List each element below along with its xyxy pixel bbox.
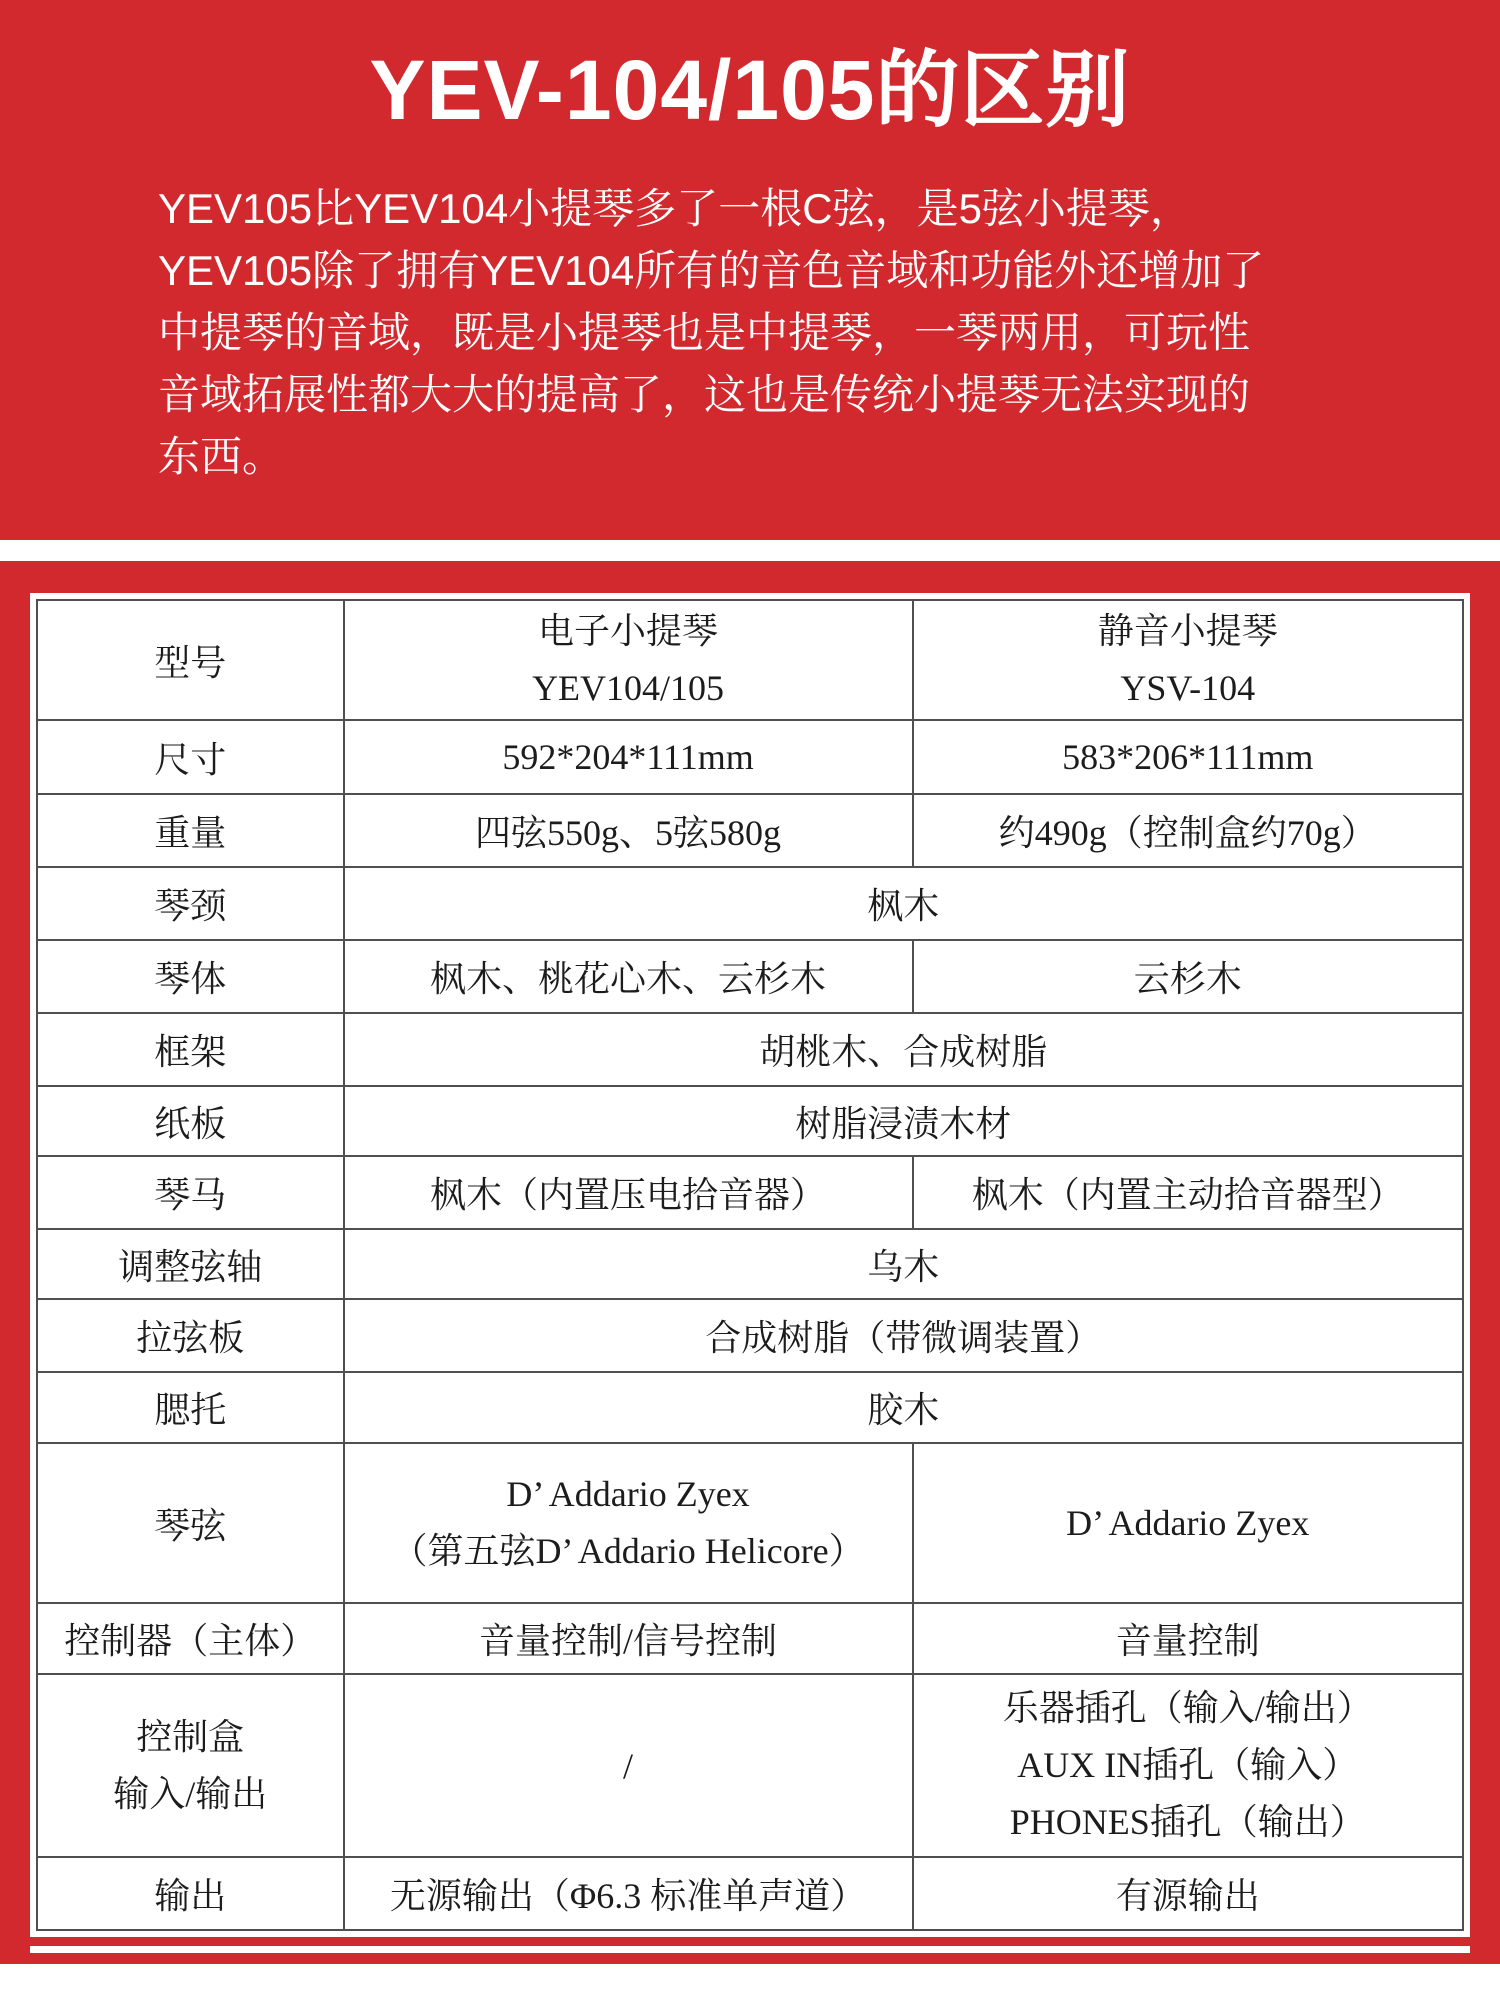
row-label: 腮托 <box>37 1372 344 1443</box>
row-label: 型号 <box>37 600 344 720</box>
row-label: 琴颈 <box>37 867 344 940</box>
product-name-ysv: 静音小提琴 <box>1097 611 1278 651</box>
cell-pegs-shared: 乌木 <box>344 1229 1463 1299</box>
product-code-ysv: YSV-104 <box>1120 668 1256 708</box>
cell-yev-weight: 四弦550g、5弦580g <box>344 794 913 867</box>
product-name-yev: 电子小提琴 <box>538 611 719 651</box>
cell-ysv-body: 云杉木 <box>913 940 1463 1013</box>
intro-line-5: 东西。 <box>158 433 285 480</box>
cell-yev-controller: 音量控制/信号控制 <box>344 1603 913 1674</box>
strings-line-1: D’ Addario Zyex <box>506 1474 750 1514</box>
row-label: 重量 <box>37 794 344 867</box>
row-body <box>37 940 1463 1013</box>
row-weight <box>37 794 1463 867</box>
row-label: 输出 <box>37 1857 344 1930</box>
jack-line-1: 乐器插孔（输入/输出） <box>1002 1688 1373 1728</box>
cell-yev-size: 592*204*111mm <box>344 720 913 794</box>
hero-section <box>0 0 1500 540</box>
intro-line-1: YEV105比YEV104小提琴多了一根C弦，是5弦小提琴， <box>158 185 1192 232</box>
row-label: 琴体 <box>37 940 344 1013</box>
bottom-rule <box>30 1946 1470 1953</box>
row-model <box>37 600 1463 720</box>
row-label <box>37 1674 344 1857</box>
control-box-label-line-1: 控制盒 <box>136 1716 245 1757</box>
cell-ysv-weight: 约490g（控制盒约70g） <box>913 794 1463 867</box>
row-controller <box>37 1603 1463 1674</box>
cell-ysv-control-box <box>913 1674 1463 1857</box>
row-label: 调整弦轴 <box>37 1229 344 1299</box>
cell-ysv-bridge: 枫木（内置主动拾音器型） <box>913 1156 1463 1229</box>
cell-ysv-size: 583*206*111mm <box>913 720 1463 794</box>
row-chinrest <box>37 1372 1463 1443</box>
cell-yev-body: 枫木、桃花心木、云杉木 <box>344 940 913 1013</box>
row-label: 琴弦 <box>37 1443 344 1603</box>
cell-yev-strings <box>344 1443 913 1603</box>
row-label: 琴马 <box>37 1156 344 1229</box>
table-frame <box>0 561 1500 1964</box>
intro-line-2: YEV105除了拥有YEV104所有的音色音域和功能外还增加了 <box>158 247 1265 294</box>
row-strings <box>37 1443 1463 1603</box>
row-output <box>37 1857 1463 1930</box>
intro-line-4: 音域拓展性都大大的提高了，这也是传统小提琴无法实现的 <box>158 371 1251 418</box>
cell-tailpiece-shared: 合成树脂（带微调装置） <box>344 1299 1463 1372</box>
jack-line-3: PHONES插孔（输出） <box>1009 1802 1366 1842</box>
cell-yev-output: 无源输出（Φ6.3 标准单声道） <box>344 1857 913 1930</box>
row-neck <box>37 867 1463 940</box>
spec-table <box>36 599 1464 1931</box>
cell-yev-bridge: 枫木（内置压电拾音器） <box>344 1156 913 1229</box>
cell-chinrest-shared: 胶木 <box>344 1372 1463 1443</box>
row-label: 尺寸 <box>37 720 344 794</box>
intro-paragraph <box>158 178 1360 488</box>
row-bridge <box>37 1156 1463 1229</box>
page-title: YEV-104/105的区别 <box>369 43 1131 137</box>
cell-ysv-strings: D’ Addario Zyex <box>913 1443 1463 1603</box>
row-label: 框架 <box>37 1013 344 1086</box>
intro-line-3: 中提琴的音域，既是小提琴也是中提琴，一琴两用，可玩性 <box>158 309 1251 356</box>
row-tuning-pegs <box>37 1229 1463 1299</box>
page-bottom-strip <box>0 1964 1500 1979</box>
divider-stripe <box>0 540 1500 561</box>
control-box-label-line-2: 输入/输出 <box>113 1773 268 1814</box>
row-size <box>37 720 1463 794</box>
cell-ysv-output: 有源输出 <box>913 1857 1463 1930</box>
cell-board-shared: 树脂浸渍木材 <box>344 1086 1463 1156</box>
cell-yev-model <box>344 600 913 720</box>
row-label: 控制器（主体） <box>37 1603 344 1674</box>
jack-line-2: AUX IN插孔（输入） <box>1017 1745 1359 1785</box>
cell-yev-control-box: / <box>344 1674 913 1857</box>
row-label: 纸板 <box>37 1086 344 1156</box>
cell-ysv-controller: 音量控制 <box>913 1603 1463 1674</box>
row-frame-material <box>37 1013 1463 1086</box>
product-code-yev: YEV104/105 <box>532 668 725 708</box>
strings-line-2: （第五弦D’ Addario Helicore） <box>391 1531 865 1571</box>
cell-frame-shared: 胡桃木、合成树脂 <box>344 1013 1463 1086</box>
cell-ysv-model <box>913 600 1463 720</box>
row-control-box <box>37 1674 1463 1857</box>
row-label: 拉弦板 <box>37 1299 344 1372</box>
row-board <box>37 1086 1463 1156</box>
row-tailpiece <box>37 1299 1463 1372</box>
table-panel <box>30 593 1470 1937</box>
cell-neck-shared: 枫木 <box>344 867 1463 940</box>
